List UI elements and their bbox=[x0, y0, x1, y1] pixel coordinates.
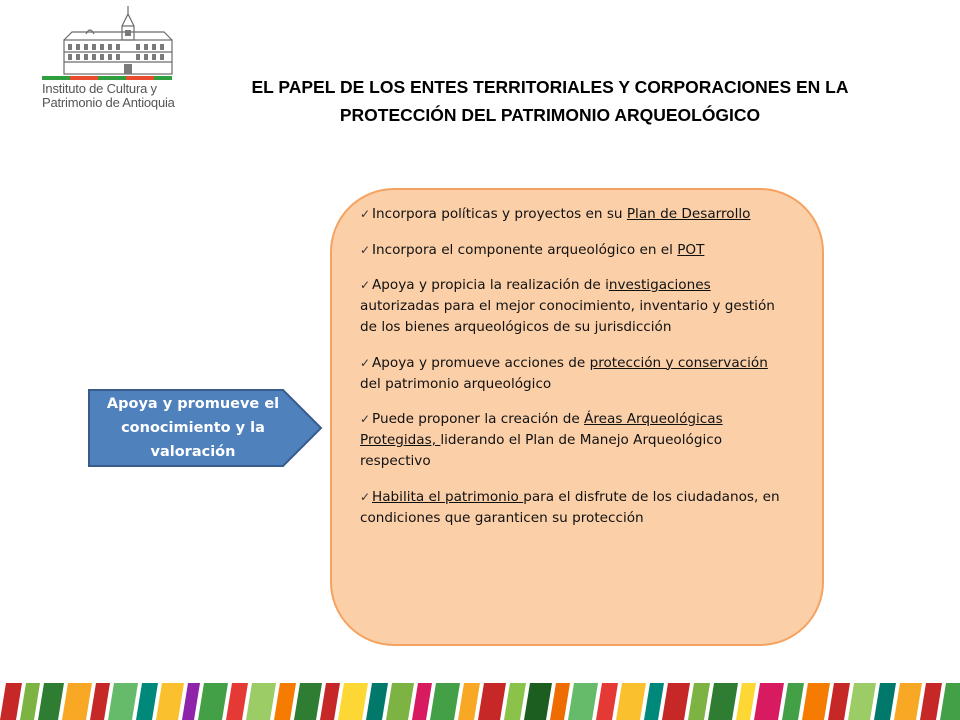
responsibilities-box bbox=[330, 188, 824, 646]
stripes-graphic bbox=[0, 683, 960, 720]
list-item bbox=[360, 353, 780, 395]
checkmark-icon: ✓ bbox=[360, 278, 371, 292]
building-icon bbox=[28, 4, 178, 84]
list-item bbox=[360, 240, 780, 261]
decorative-stripes bbox=[0, 683, 960, 720]
checkmark-icon: ✓ bbox=[360, 242, 371, 257]
item-text-tail: para el disfrute de los ciudadanos, en condiciones que garanticen su protección bbox=[360, 488, 780, 526]
list-item bbox=[360, 275, 780, 338]
item-text-tail: autorizadas para el mejor conocimiento, inventario y gestión de los bienes arqueológicos de su jurisdicción bbox=[360, 298, 775, 335]
slide-title bbox=[190, 73, 910, 129]
item-text: Incorpora políticas y proyectos en su bbox=[372, 206, 627, 222]
item-underlined-text: Áreas Arqueológicas Protegidas, bbox=[360, 411, 723, 448]
logo-text-line1: Instituto de Cultura y bbox=[42, 81, 157, 96]
checkmark-icon: ✓ bbox=[360, 355, 371, 370]
pentagon-arrow bbox=[87, 388, 323, 468]
title-line1: EL PAPEL DE LOS ENTES TERRITORIALES Y CORPORACIONES EN LA bbox=[251, 77, 849, 97]
item-text: Apoya y promueve acciones de bbox=[372, 354, 590, 371]
item-underlined-text: protección y conservación bbox=[589, 354, 768, 371]
item-text-tail: liderando el Plan de Manejo Arqueológico respectivo bbox=[360, 432, 723, 469]
item-text: Apoya y propicia la realización de i bbox=[372, 277, 609, 293]
responsibility-list bbox=[360, 204, 780, 543]
checkmark-icon: ✓ bbox=[360, 412, 371, 426]
title-line2: PROTECCIÓN DEL PATRIMONIO ARQUEOLÓGICO bbox=[339, 105, 761, 125]
checkmark-icon: ✓ bbox=[360, 489, 371, 504]
institute-logo bbox=[28, 4, 178, 112]
list-item bbox=[360, 409, 780, 472]
item-underlined-text: Plan de Desarrollo bbox=[626, 206, 751, 222]
item-text-tail: del patrimonio arqueológico bbox=[360, 375, 552, 392]
checkmark-icon: ✓ bbox=[360, 207, 371, 221]
item-underlined-text: Habilita el patrimonio bbox=[372, 488, 524, 505]
list-item bbox=[360, 204, 780, 225]
item-text: Incorpora el componente arqueológico en el bbox=[372, 241, 678, 258]
arrow-label: Apoya y promueve el conocimiento y la valoración bbox=[106, 396, 280, 460]
item-underlined-text: nvestigaciones bbox=[608, 277, 711, 293]
item-underlined-text: POT bbox=[677, 241, 705, 258]
list-item bbox=[360, 487, 780, 529]
logo-text-line2: Patrimonio de Antioquia bbox=[42, 95, 175, 110]
item-text: Puede proponer la creación de bbox=[372, 411, 585, 427]
